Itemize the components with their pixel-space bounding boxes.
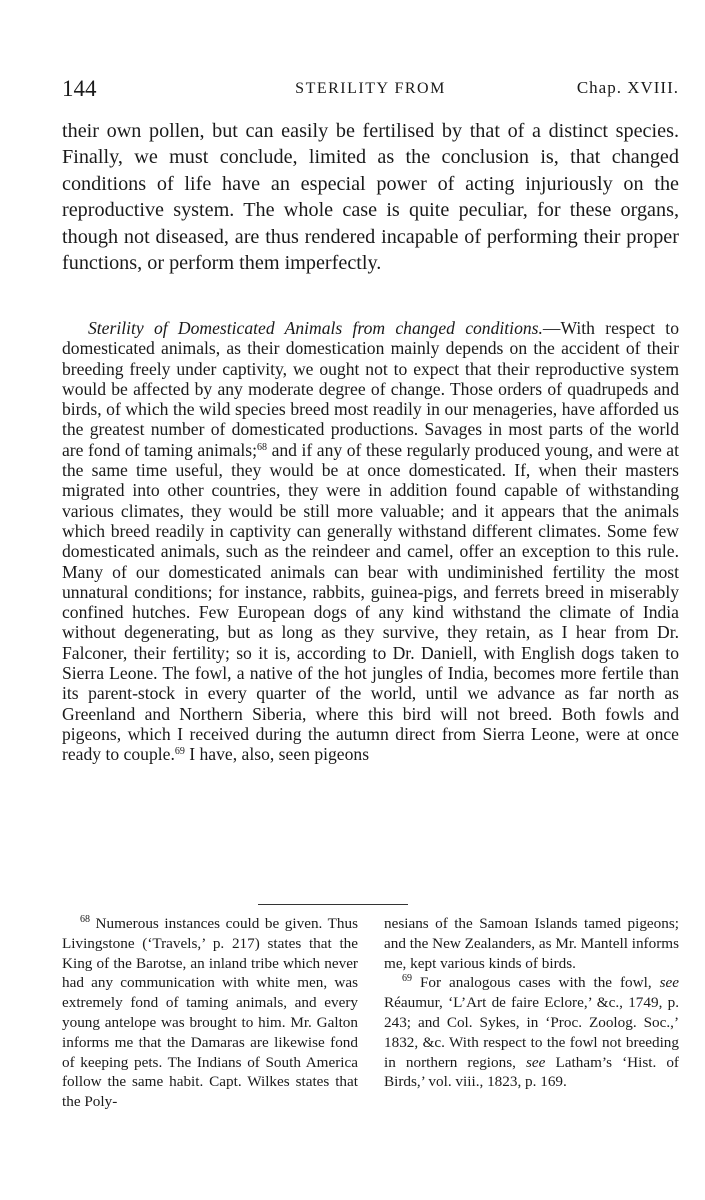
running-title: STERILITY FROM	[295, 80, 446, 97]
footnote-marker: 68	[80, 914, 90, 925]
footnote-column-left	[62, 914, 358, 1112]
footnote-text: Réaumur, ‘L’Art de faire Eclore,’ &c., 1749, p. 243; and Col. Sykes, in ‘Proc. Zoolog. Soc.,’ 1832, &c. With respect to the fowl not breeding in northern regions,	[384, 994, 679, 1071]
footnote-68	[62, 914, 358, 1112]
footnote-see: see	[526, 1053, 546, 1071]
footnote-marker: 69	[402, 973, 412, 985]
footnote-column-right	[384, 914, 679, 1092]
footnote-text: Numerous instances could be given. Thus Livingstone (‘Travels,’ p. 217) states that the King of the Barotse, an inland tribe which never had any communication with white men, was extremely fond of taming animals, and every young antelope was brought to him. Mr. Galton informs me that the Damaras are likewise fond of keeping pets. The Indians of South America follow the same habit. Capt. Wilkes states that the Poly-	[62, 915, 358, 1111]
paragraph-text: and if any of these regularly produced young, and were at the same time useful, they would be at once domesticated. If, when their masters migrated into other countries, they were in addition found capable of withstanding various climates, they would be still more valuable; and it appears that the animals which breed readily in captivity can generally withstand different climates. Some few domesticated animals, such as the reindeer and camel, offer an exception to this rule. Many of our domesticated animals can bear with undiminished fertility the most unnatural conditions; for instance, rabbits, guinea-pigs, and ferrets breed in miserably confined hutches. Few European dogs of any kind withstand the climate of India without degenerating, but as long as they survive, they retain, as I hear from Dr. Falconer, their fertility; so it is, according to Dr. Daniell, with English dogs taken to Sierra Leone. The fowl, a native of the hot jungles of India, becomes more fertile than its parent-stock in every quarter of the world, until we advance as far north as Greenland and Northern Siberia, where this bird will not breed. Both fowls and pigeons, which I received during the autumn direct from Sierra Leone, were at once ready to couple.	[62, 439, 679, 765]
paragraph-text: I have, also, seen pigeons	[184, 744, 370, 765]
footnote-text: Latham’s ‘Hist. of Birds,’ vol. viii., 1823, p. 169.	[384, 1053, 679, 1091]
footnote-divider	[258, 904, 408, 905]
footnote-ref-69: 69	[174, 746, 185, 758]
footnote-ref-68: 68	[257, 441, 268, 453]
footnote-text: For analogous cases with the fowl,	[412, 974, 660, 992]
paragraph-sterility-domesticated	[62, 318, 679, 765]
running-header	[62, 76, 679, 106]
paragraph-continuation: their own pollen, but can easily be fertilised by that of a distinct species. Finally, we must conclude, limited as the conclusion is, that changed conditions of life have an especial power of acting injuriously on the reproductive system. The whole case is quite peculiar, for these organs, though not diseased, are thus rendered incapable of performing their proper functions, or perform them imperfectly.	[62, 120, 679, 275]
chapter-label: Chap. XVIII.	[576, 78, 679, 97]
footnotes	[62, 914, 679, 1154]
footnote-69	[384, 973, 679, 1092]
section-heading: Sterility of Domesticated Animals from changed conditions.	[88, 318, 543, 338]
footnote-68-continued: nesians of the Samoan Islands tamed pigeons; and the New Zealanders, as Mr. Mantell informs me, kept various kinds of birds.	[384, 915, 679, 972]
paragraph-text: —With respect to domesticated animals, as their domestication mainly depends on the accident of their breeding freely under captivity, we ought not to expect that their reproductive system would be affected by any moderate degree of change. Those orders of quadrupeds and birds, of which the wild species breed most readily in our menageries, have afforded us the greatest number of domesticated productions. Savages in most parts of the world are fond of taming animals;	[62, 318, 679, 460]
footnote-see: see	[659, 974, 679, 992]
page-number: 144	[62, 76, 97, 101]
